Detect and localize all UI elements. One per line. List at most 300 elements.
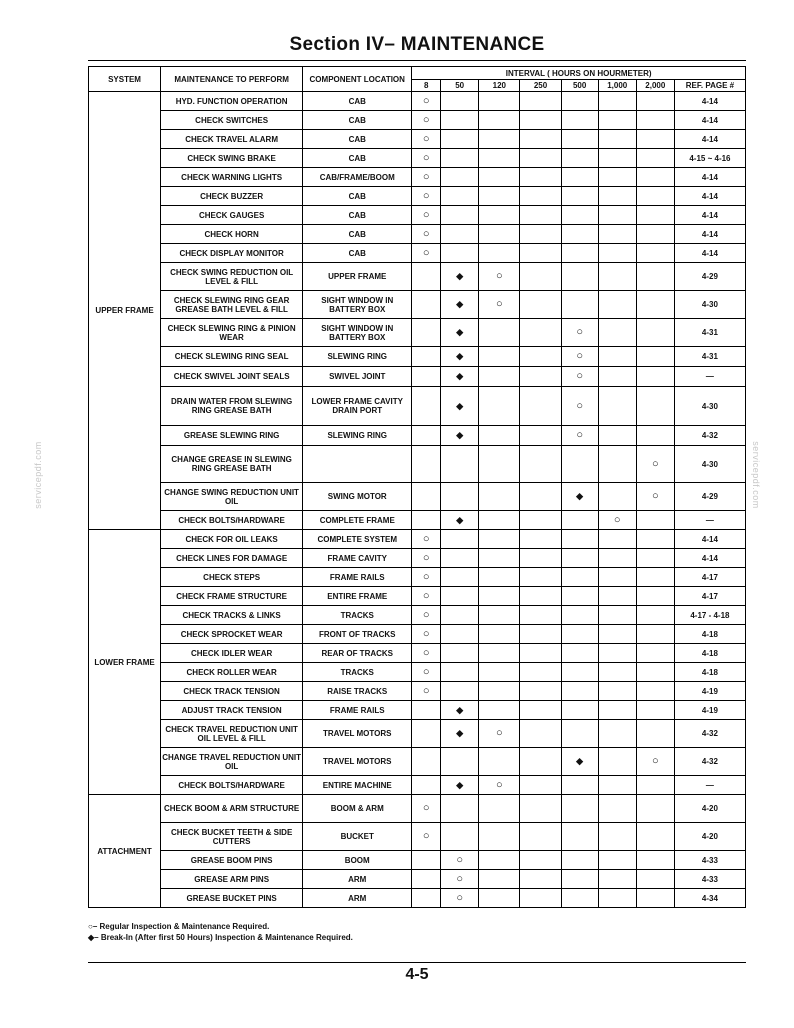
empty-cell [598, 483, 636, 511]
empty-cell [520, 92, 561, 111]
table-row [89, 206, 746, 225]
empty-cell [598, 701, 636, 720]
breakin-mark: ◆ [441, 367, 479, 387]
task-cell: CHECK SLEWING RING GEAR GREASE BATH LEVEL & FILL [161, 291, 303, 319]
empty-cell [520, 130, 561, 149]
empty-cell [598, 663, 636, 682]
empty-cell [412, 720, 441, 748]
empty-cell [636, 367, 674, 387]
location-cell: CAB [303, 187, 412, 206]
task-cell: CHECK TRAVEL REDUCTION UNIT OIL LEVEL & FILL [161, 720, 303, 748]
regular-mark: ○ [412, 663, 441, 682]
empty-cell [636, 625, 674, 644]
location-cell: TRAVEL MOTORS [303, 748, 412, 776]
task-cell: ADJUST TRACK TENSION [161, 701, 303, 720]
empty-cell [598, 587, 636, 606]
empty-cell [479, 748, 520, 776]
ref-page-cell: 4-31 [674, 319, 745, 347]
ref-page-cell: 4-14 [674, 206, 745, 225]
location-cell: BUCKET [303, 823, 412, 851]
empty-cell [561, 92, 598, 111]
location-cell: COMPLETE SYSTEM [303, 530, 412, 549]
regular-mark: ○ [412, 149, 441, 168]
task-cell: CHECK TRACK TENSION [161, 682, 303, 701]
empty-cell [441, 92, 479, 111]
empty-cell [520, 168, 561, 187]
task-cell: CHECK TRAVEL ALARM [161, 130, 303, 149]
breakin-mark: ◆ [441, 291, 479, 319]
regular-mark: ○ [412, 206, 441, 225]
task-cell: CHECK SLEWING RING & PINION WEAR [161, 319, 303, 347]
ref-page-cell: 4-19 [674, 682, 745, 701]
breakin-mark: ◆ [441, 701, 479, 720]
header-maintenance: MAINTENANCE TO PERFORM [161, 67, 303, 92]
table-row [89, 347, 746, 367]
breakin-mark: ◆ [441, 426, 479, 446]
empty-cell [479, 130, 520, 149]
empty-cell [520, 149, 561, 168]
ref-page-cell: 4-33 [674, 870, 745, 889]
empty-cell [441, 187, 479, 206]
empty-cell [441, 111, 479, 130]
table-row [89, 187, 746, 206]
location-cell: RAISE TRACKS [303, 682, 412, 701]
task-cell: CHECK BUZZER [161, 187, 303, 206]
empty-cell [520, 625, 561, 644]
breakin-mark: ◆ [441, 263, 479, 291]
task-cell: CHECK LINES FOR DAMAGE [161, 549, 303, 568]
regular-mark: ○ [412, 130, 441, 149]
empty-cell [636, 776, 674, 795]
empty-cell [520, 511, 561, 530]
regular-mark: ○ [479, 776, 520, 795]
table-row [89, 92, 746, 111]
empty-cell [598, 823, 636, 851]
empty-cell [636, 511, 674, 530]
empty-cell [412, 748, 441, 776]
header-hour: 50 [441, 80, 479, 92]
empty-cell [479, 187, 520, 206]
table-row [89, 748, 746, 776]
empty-cell [441, 225, 479, 244]
empty-cell [520, 568, 561, 587]
empty-cell [598, 319, 636, 347]
empty-cell [636, 244, 674, 263]
empty-cell [520, 644, 561, 663]
empty-cell [520, 851, 561, 870]
empty-cell [598, 367, 636, 387]
table-row [89, 291, 746, 319]
empty-cell [561, 720, 598, 748]
empty-cell [520, 549, 561, 568]
ref-page-cell: 4-18 [674, 644, 745, 663]
location-cell: CAB [303, 244, 412, 263]
empty-cell [479, 587, 520, 606]
table-row [89, 776, 746, 795]
regular-mark: ○ [412, 225, 441, 244]
empty-cell [479, 625, 520, 644]
regular-mark: ○ [412, 682, 441, 701]
location-cell: SWIVEL JOINT [303, 367, 412, 387]
empty-cell [598, 870, 636, 889]
table-row [89, 168, 746, 187]
task-cell: GREASE BOOM PINS [161, 851, 303, 870]
header-hour: 2,000 [636, 80, 674, 92]
system-cell: ATTACHMENT [89, 795, 161, 908]
empty-cell [561, 776, 598, 795]
empty-cell [598, 130, 636, 149]
task-cell: CHECK BUCKET TEETH & SIDE CUTTERS [161, 823, 303, 851]
regular-mark: ○ [412, 587, 441, 606]
system-cell: LOWER FRAME [89, 530, 161, 795]
empty-cell [636, 263, 674, 291]
location-cell: TRAVEL MOTORS [303, 720, 412, 748]
empty-cell [479, 225, 520, 244]
regular-mark: ○ [441, 889, 479, 908]
empty-cell [441, 587, 479, 606]
table-row [89, 130, 746, 149]
location-cell: ARM [303, 889, 412, 908]
empty-cell [520, 483, 561, 511]
watermark-left: servicepdf.com [32, 441, 43, 509]
location-cell: TRACKS [303, 606, 412, 625]
title-rule [88, 60, 746, 61]
ref-page-cell: 4-14 [674, 111, 745, 130]
location-cell: ENTIRE MACHINE [303, 776, 412, 795]
empty-cell [561, 663, 598, 682]
empty-cell [636, 168, 674, 187]
table-row [89, 606, 746, 625]
empty-cell [561, 606, 598, 625]
location-cell: CAB [303, 111, 412, 130]
empty-cell [561, 244, 598, 263]
empty-cell [561, 851, 598, 870]
empty-cell [598, 225, 636, 244]
ref-page-cell: 4-32 [674, 720, 745, 748]
task-cell: CHECK IDLER WEAR [161, 644, 303, 663]
page-title: Section IV– MAINTENANCE [289, 34, 545, 55]
regular-mark: ○ [479, 720, 520, 748]
task-cell: CHECK STEPS [161, 568, 303, 587]
ref-page-cell: — [674, 367, 745, 387]
empty-cell [561, 511, 598, 530]
empty-cell [598, 682, 636, 701]
empty-cell [520, 701, 561, 720]
empty-cell [412, 851, 441, 870]
task-cell: GREASE SLEWING RING [161, 426, 303, 446]
empty-cell [441, 625, 479, 644]
empty-cell [598, 568, 636, 587]
empty-cell [636, 606, 674, 625]
location-cell: COMPLETE FRAME [303, 511, 412, 530]
empty-cell [520, 367, 561, 387]
header-hour: 8 [412, 80, 441, 92]
empty-cell [598, 625, 636, 644]
empty-cell [636, 644, 674, 663]
task-cell: CHECK FOR OIL LEAKS [161, 530, 303, 549]
header-ref-page: REF. PAGE # [674, 80, 745, 92]
ref-page-cell: 4-17 [674, 568, 745, 587]
empty-cell [479, 367, 520, 387]
empty-cell [520, 111, 561, 130]
empty-cell [561, 206, 598, 225]
empty-cell [412, 263, 441, 291]
empty-cell [441, 549, 479, 568]
table-row [89, 483, 746, 511]
table-row [89, 568, 746, 587]
ref-page-cell: 4-17 - 4-18 [674, 606, 745, 625]
empty-cell [441, 149, 479, 168]
location-cell: FRONT OF TRACKS [303, 625, 412, 644]
empty-cell [561, 644, 598, 663]
empty-cell [598, 426, 636, 446]
table-row [89, 851, 746, 870]
task-cell: CHANGE SWING REDUCTION UNIT OIL [161, 483, 303, 511]
table-row [89, 587, 746, 606]
empty-cell [412, 889, 441, 908]
ref-page-cell: 4-14 [674, 187, 745, 206]
empty-cell [561, 823, 598, 851]
empty-cell [441, 568, 479, 587]
task-cell: CHECK FRAME STRUCTURE [161, 587, 303, 606]
ref-page-cell: 4-32 [674, 748, 745, 776]
empty-cell [412, 367, 441, 387]
empty-cell [479, 701, 520, 720]
ref-page-cell: 4-17 [674, 587, 745, 606]
empty-cell [561, 111, 598, 130]
empty-cell [520, 776, 561, 795]
table-row [89, 701, 746, 720]
empty-cell [412, 387, 441, 426]
empty-cell [479, 387, 520, 426]
task-cell: CHECK ROLLER WEAR [161, 663, 303, 682]
ref-page-cell: 4-20 [674, 795, 745, 823]
empty-cell [479, 851, 520, 870]
location-cell [303, 446, 412, 483]
empty-cell [412, 319, 441, 347]
table-row [89, 644, 746, 663]
table-row [89, 426, 746, 446]
empty-cell [598, 347, 636, 367]
empty-cell [636, 347, 674, 367]
empty-cell [441, 168, 479, 187]
ref-page-cell: 4-14 [674, 130, 745, 149]
table-row [89, 446, 746, 483]
empty-cell [479, 889, 520, 908]
location-cell: REAR OF TRACKS [303, 644, 412, 663]
empty-cell [412, 446, 441, 483]
ref-page-cell: 4-34 [674, 889, 745, 908]
regular-mark: ○ [561, 347, 598, 367]
ref-page-cell: 4-33 [674, 851, 745, 870]
empty-cell [561, 130, 598, 149]
empty-cell [520, 748, 561, 776]
table-row [89, 549, 746, 568]
empty-cell [412, 347, 441, 367]
empty-cell [598, 206, 636, 225]
empty-cell [636, 587, 674, 606]
task-cell: CHECK SLEWING RING SEAL [161, 347, 303, 367]
header-hour: 120 [479, 80, 520, 92]
empty-cell [520, 347, 561, 367]
empty-cell [636, 795, 674, 823]
ref-page-cell: 4-14 [674, 530, 745, 549]
empty-cell [598, 776, 636, 795]
header-system: SYSTEM [89, 67, 161, 92]
footer-rule [88, 962, 746, 963]
empty-cell [598, 530, 636, 549]
regular-mark: ○ [441, 870, 479, 889]
task-cell: CHECK GAUGES [161, 206, 303, 225]
empty-cell [636, 319, 674, 347]
table-row [89, 889, 746, 908]
legend [88, 921, 353, 943]
empty-cell [636, 889, 674, 908]
regular-mark: ○ [412, 244, 441, 263]
regular-mark: ○ [412, 549, 441, 568]
empty-cell [479, 319, 520, 347]
empty-cell [479, 530, 520, 549]
empty-cell [598, 644, 636, 663]
ref-page-cell: — [674, 776, 745, 795]
task-cell: CHECK HORN [161, 225, 303, 244]
empty-cell [561, 530, 598, 549]
location-cell: CAB [303, 130, 412, 149]
task-cell: GREASE ARM PINS [161, 870, 303, 889]
ref-page-cell: 4-20 [674, 823, 745, 851]
empty-cell [412, 870, 441, 889]
empty-cell [441, 130, 479, 149]
ref-page-cell: 4-30 [674, 291, 745, 319]
empty-cell [598, 446, 636, 483]
table-row [89, 225, 746, 244]
regular-mark: ○ [561, 367, 598, 387]
regular-mark: ○ [412, 795, 441, 823]
task-cell: GREASE BUCKET PINS [161, 889, 303, 908]
location-cell: CAB/FRAME/BOOM [303, 168, 412, 187]
empty-cell [520, 263, 561, 291]
regular-mark: ○ [441, 851, 479, 870]
empty-cell [441, 530, 479, 549]
task-cell: HYD. FUNCTION OPERATION [161, 92, 303, 111]
empty-cell [441, 446, 479, 483]
ref-page-cell: 4-18 [674, 625, 745, 644]
empty-cell [479, 568, 520, 587]
location-cell: FRAME CAVITY [303, 549, 412, 568]
header-component: COMPONENT LOCATION [303, 67, 412, 92]
empty-cell [636, 130, 674, 149]
empty-cell [479, 663, 520, 682]
location-cell: SLEWING RING [303, 347, 412, 367]
task-cell: CHECK SWING BRAKE [161, 149, 303, 168]
empty-cell [520, 889, 561, 908]
empty-cell [520, 187, 561, 206]
empty-cell [636, 549, 674, 568]
regular-mark: ○ [412, 625, 441, 644]
empty-cell [636, 206, 674, 225]
empty-cell [561, 568, 598, 587]
empty-cell [561, 225, 598, 244]
table-row [89, 870, 746, 889]
task-cell: CHECK DISPLAY MONITOR [161, 244, 303, 263]
empty-cell [636, 426, 674, 446]
empty-cell [520, 823, 561, 851]
regular-mark: ○ [412, 530, 441, 549]
ref-page-cell: 4-14 [674, 244, 745, 263]
empty-cell [479, 870, 520, 889]
empty-cell [479, 483, 520, 511]
regular-mark: ○ [412, 187, 441, 206]
regular-mark: ○ [412, 606, 441, 625]
ref-page-cell: 4-18 [674, 663, 745, 682]
empty-cell [479, 606, 520, 625]
empty-cell [636, 682, 674, 701]
location-cell: FRAME RAILS [303, 568, 412, 587]
header-hour: 1,000 [598, 80, 636, 92]
empty-cell [520, 446, 561, 483]
empty-cell [561, 682, 598, 701]
location-cell: SIGHT WINDOW IN BATTERY BOX [303, 319, 412, 347]
location-cell: SWING MOTOR [303, 483, 412, 511]
empty-cell [598, 149, 636, 168]
regular-mark: ○ [636, 483, 674, 511]
ref-page-cell: 4-15 ~ 4-16 [674, 149, 745, 168]
empty-cell [441, 823, 479, 851]
ref-page-cell: 4-30 [674, 387, 745, 426]
location-cell: ARM [303, 870, 412, 889]
table-row [89, 511, 746, 530]
empty-cell [598, 795, 636, 823]
empty-cell [636, 187, 674, 206]
empty-cell [520, 682, 561, 701]
empty-cell [636, 225, 674, 244]
empty-cell [561, 149, 598, 168]
ref-page-cell: — [674, 511, 745, 530]
empty-cell [520, 426, 561, 446]
table-row [89, 795, 746, 823]
empty-cell [636, 663, 674, 682]
empty-cell [441, 663, 479, 682]
empty-cell [598, 748, 636, 776]
ref-page-cell: 4-14 [674, 168, 745, 187]
empty-cell [561, 446, 598, 483]
empty-cell [636, 291, 674, 319]
empty-cell [636, 720, 674, 748]
empty-cell [561, 870, 598, 889]
empty-cell [479, 446, 520, 483]
table-row [89, 720, 746, 748]
ref-page-cell: 4-29 [674, 483, 745, 511]
location-cell: CAB [303, 149, 412, 168]
empty-cell [561, 291, 598, 319]
table-row [89, 319, 746, 347]
empty-cell [598, 720, 636, 748]
empty-cell [479, 511, 520, 530]
empty-cell [441, 244, 479, 263]
empty-cell [561, 549, 598, 568]
empty-cell [561, 625, 598, 644]
breakin-mark: ◆ [441, 347, 479, 367]
empty-cell [520, 291, 561, 319]
ref-page-cell: 4-14 [674, 225, 745, 244]
breakin-mark: ◆ [561, 748, 598, 776]
empty-cell [412, 511, 441, 530]
empty-cell [598, 387, 636, 426]
empty-cell [598, 549, 636, 568]
location-cell: CAB [303, 225, 412, 244]
empty-cell [412, 701, 441, 720]
empty-cell [561, 587, 598, 606]
